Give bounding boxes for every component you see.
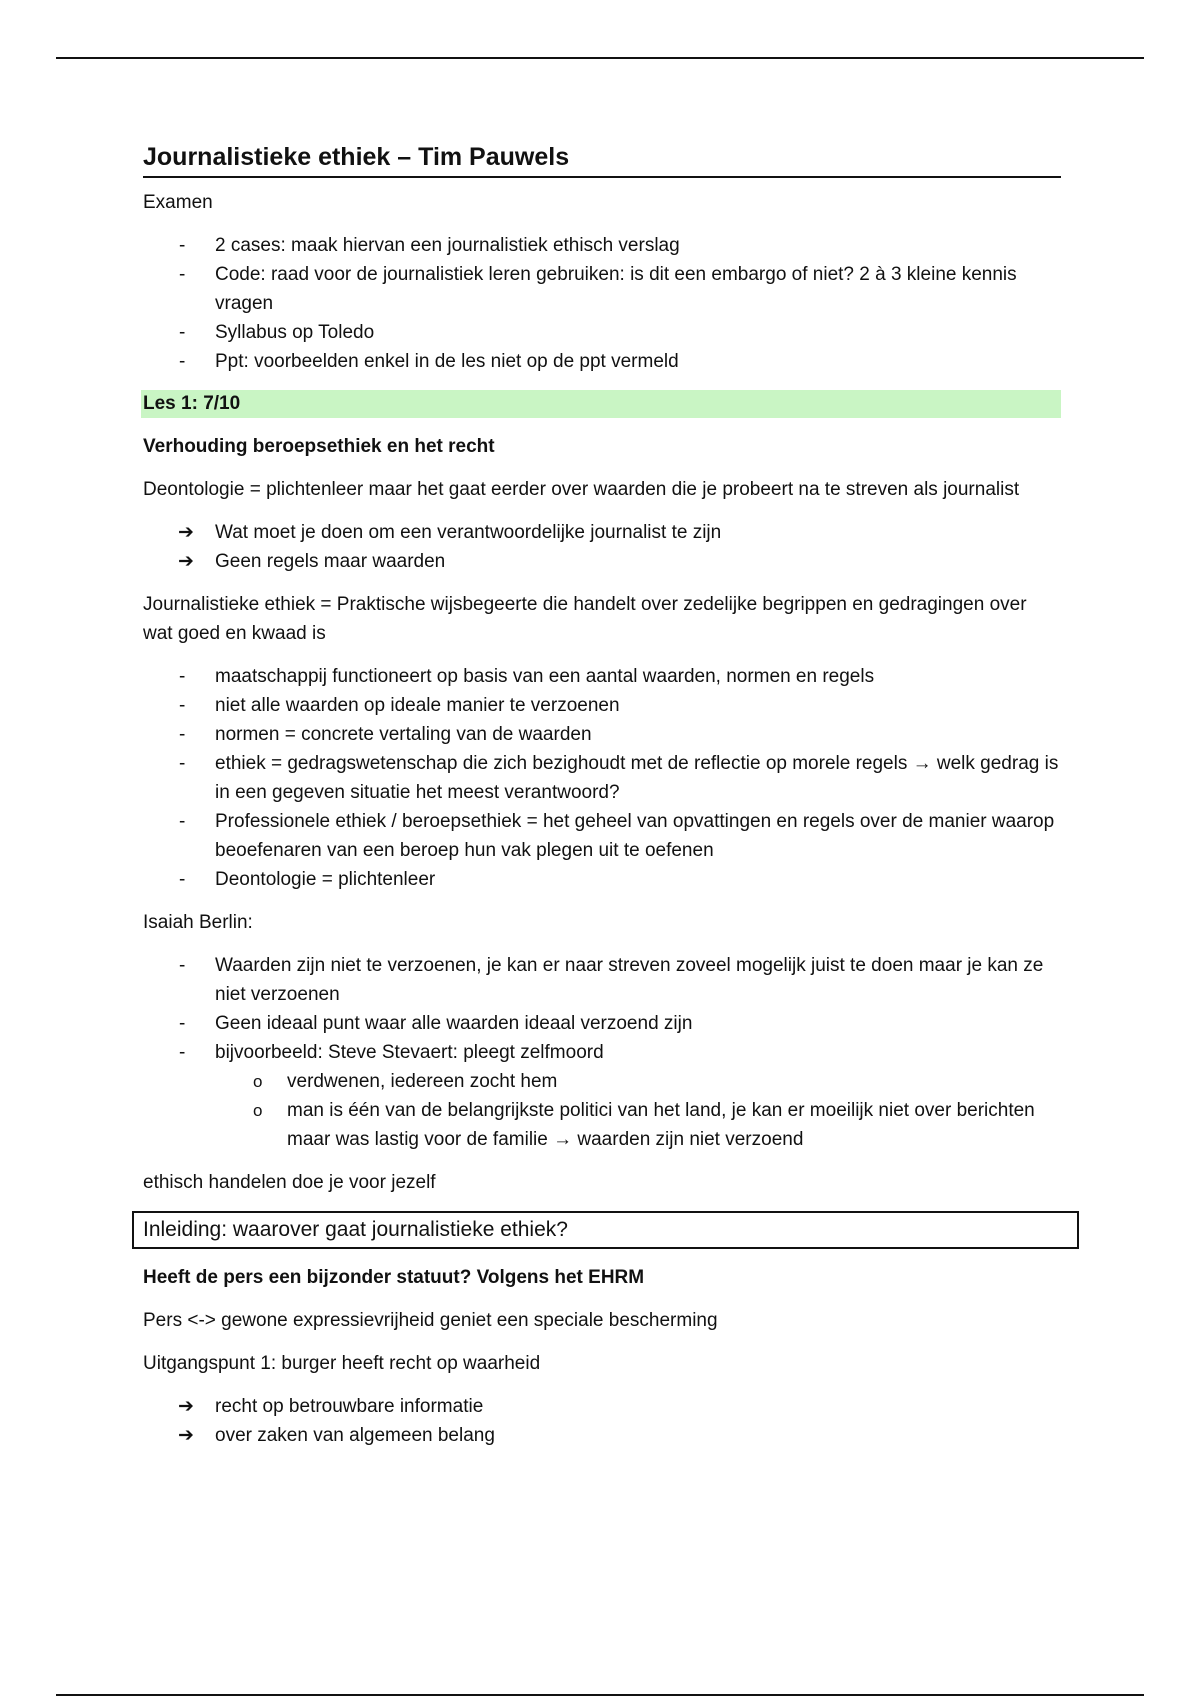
- list-item: - Deontologie = plichtenleer: [143, 865, 1061, 894]
- list-item: - normen = concrete vertaling van de waarden: [143, 720, 1061, 749]
- dash-bullet: -: [179, 724, 186, 745]
- deontology-arrow-list: [143, 518, 1061, 576]
- list-item: ➔ Wat moet je doen om een verantwoordelijke journalist te zijn: [143, 518, 1061, 547]
- list-item: - ethiek = gedragswetenschap die zich bezighoudt met de reflectie op morele regels → welk gedrag is in een gegeven situatie het meest verantwoord?: [143, 749, 1061, 807]
- list-item: - Professionele ethiek / beroepsethiek = het geheel van opvattingen en regels over de manier waarop beoefenaren van een beroep hun vak plegen uit te oefenen: [143, 807, 1061, 865]
- circle-bullet: o: [253, 1101, 263, 1120]
- arrow-bullet-icon: ➔: [178, 1396, 194, 1417]
- press-paragraph: Pers <-> gewone expressievrijheid geniet een speciale bescherming: [143, 1310, 718, 1331]
- list-item: - maatschappij functioneert op basis van een aantal waarden, normen en regels: [143, 662, 1061, 691]
- start-point-paragraph: Uitgangspunt 1: burger heeft recht op waarheid: [143, 1353, 541, 1374]
- list-item: - niet alle waarden op ideale manier te verzoenen: [143, 691, 1061, 720]
- press-question-heading: Heeft de pers een bijzonder statuut? Volgens het EHRM: [143, 1267, 645, 1288]
- exam-list: [143, 231, 1061, 376]
- list-item: - bijvoorbeeld: Steve Stevaert: pleegt zelfmoord o verdwenen, iedereen zocht hem o man is één van de belangrijkste politici van het land, je kan er moeilijk niet over berichten maar was lastig voor de familie → waarden zijn niet verzoend: [143, 1038, 1061, 1154]
- list-item: ➔ recht op betrouwbare informatie: [143, 1392, 1061, 1421]
- lesson-heading: Les 1: 7/10: [141, 390, 1061, 418]
- dash-bullet: -: [179, 695, 186, 716]
- start-point-arrow-list: [143, 1392, 1061, 1450]
- section-subheading: Verhouding beroepsethiek en het recht: [143, 436, 495, 457]
- page-bottom-rule: [56, 1694, 1144, 1696]
- dash-bullet: -: [179, 351, 186, 372]
- sub-list-item: o verdwenen, iedereen zocht hem: [215, 1067, 1061, 1096]
- list-item: ➔ Geen regels maar waarden: [143, 547, 1061, 576]
- ethics-list: [143, 662, 1061, 894]
- dash-bullet: -: [179, 1042, 186, 1063]
- intro-boxed-heading: Inleiding: waarover gaat journalistieke ethiek?: [132, 1211, 1079, 1249]
- list-item: ➔ over zaken van algemeen belang: [143, 1421, 1061, 1450]
- dash-bullet: -: [179, 1013, 186, 1034]
- arrow-bullet-icon: ➔: [178, 522, 194, 543]
- list-item: - Waarden zijn niet te verzoenen, je kan er naar streven zoveel mogelijk juist te doen maar je kan ze niet verzoenen: [143, 951, 1061, 1009]
- dash-bullet: -: [179, 955, 186, 976]
- ethics-paragraph: Journalistieke ethiek = Praktische wijsbegeerte die handelt over zedelijke begrippen en gedragingen over wat goed en kwaad is: [143, 594, 1027, 644]
- closing-line: ethisch handelen doe je voor jezelf: [143, 1172, 436, 1193]
- dash-bullet: -: [179, 264, 186, 285]
- dash-bullet: -: [179, 666, 186, 687]
- list-item: - Syllabus op Toledo: [143, 318, 1061, 347]
- dash-bullet: -: [179, 235, 186, 256]
- arrow-bullet-icon: ➔: [178, 1425, 194, 1446]
- circle-bullet: o: [253, 1072, 263, 1091]
- list-item: - Code: raad voor de journalistiek leren gebruiken: is dit een embargo of niet? 2 à 3 kleine kennis vragen: [143, 260, 1061, 318]
- sub-list-item: o man is één van de belangrijkste politici van het land, je kan er moeilijk niet over berichten maar was lastig voor de familie → waarden zijn niet verzoend: [215, 1096, 1061, 1154]
- arrow-bullet-icon: ➔: [178, 551, 194, 572]
- berlin-heading: Isaiah Berlin:: [143, 912, 253, 933]
- page-top-rule: [56, 57, 1144, 59]
- dash-bullet: -: [179, 811, 186, 832]
- dash-bullet: -: [179, 753, 186, 774]
- list-item: - Geen ideaal punt waar alle waarden ideaal verzoend zijn: [143, 1009, 1061, 1038]
- berlin-list: [143, 951, 1061, 1154]
- dash-bullet: -: [179, 322, 186, 343]
- document-title: Journalistieke ethiek – Tim Pauwels: [143, 140, 1061, 178]
- berlin-sub-list: [215, 1067, 1061, 1154]
- dash-bullet: -: [179, 869, 186, 890]
- list-item: - Ppt: voorbeelden enkel in de les niet op de ppt vermeld: [143, 347, 1061, 376]
- deontology-paragraph: Deontologie = plichtenleer maar het gaat eerder over waarden die je probeert na te streven als journalist: [143, 479, 1020, 500]
- exam-heading: Examen: [143, 192, 213, 213]
- list-item: - 2 cases: maak hiervan een journalistiek ethisch verslag: [143, 231, 1061, 260]
- document-body: [143, 140, 1061, 1464]
